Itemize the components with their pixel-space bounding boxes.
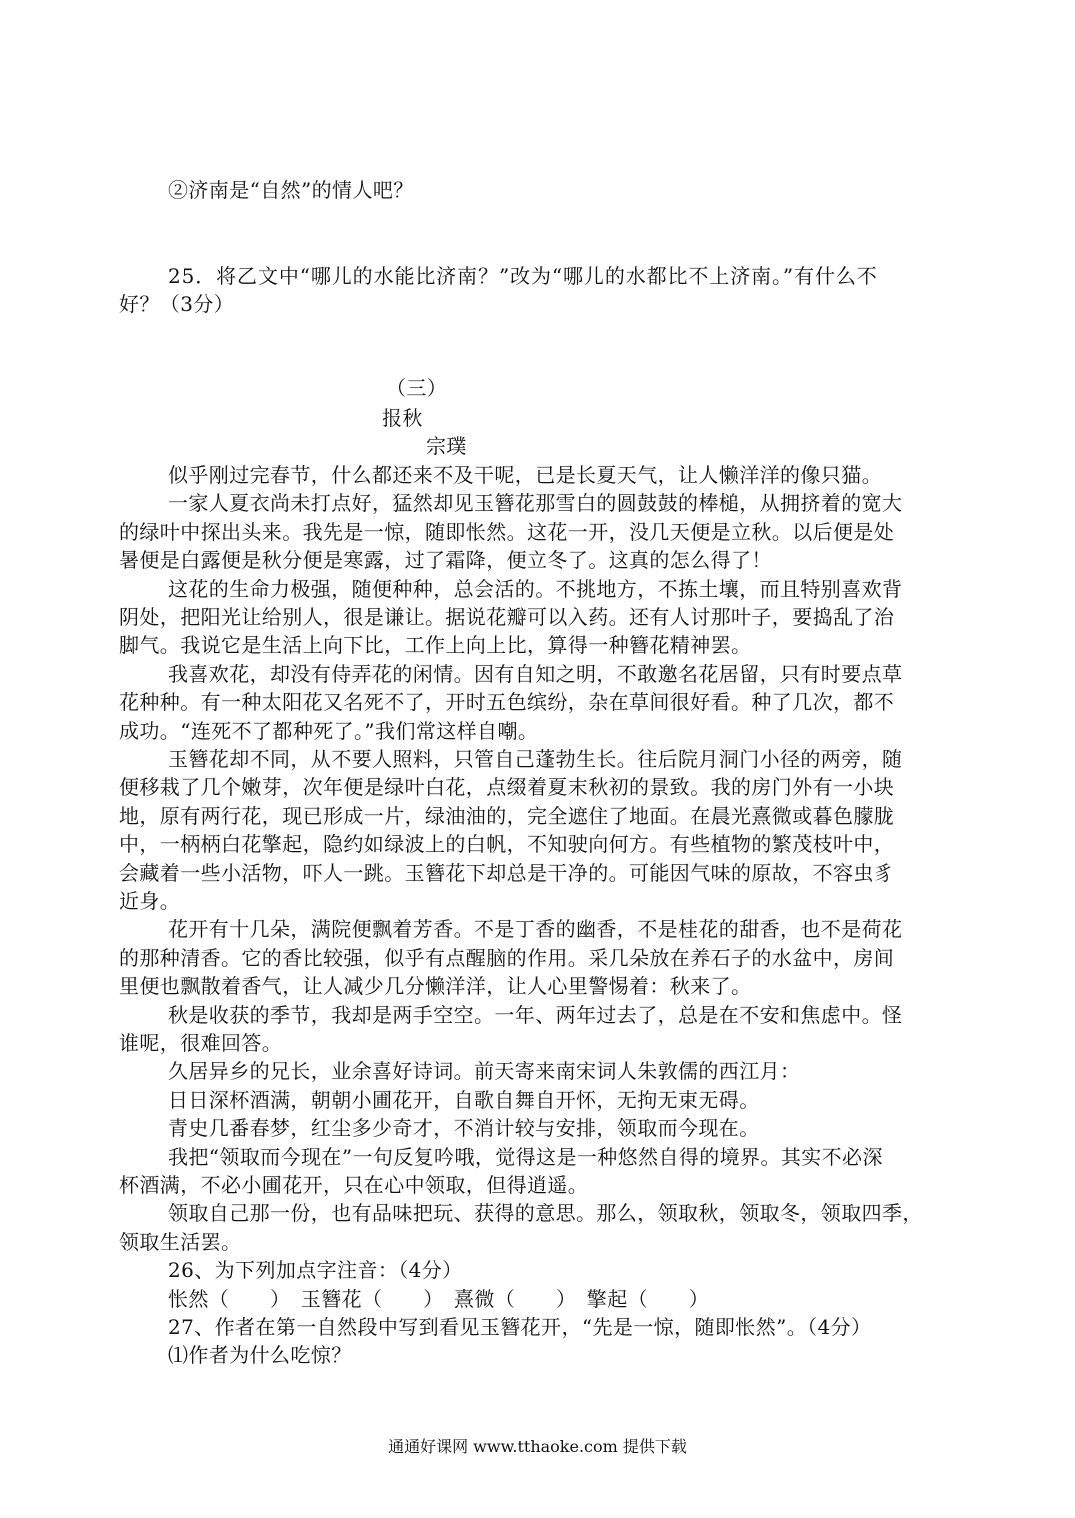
poem-line: 青史几番春梦，红尘多少奇才，不消计较与安排，领取而今现在。 <box>168 1116 760 1140</box>
question-27: 27、作者在第一自然段中写到看见玉簪花开，“先是一惊，随即怅然”。（4分） <box>168 1315 872 1339</box>
paragraph-line: 杯酒满，不必小圃花开，只在心中领取，但得逍遥。 <box>119 1173 589 1197</box>
paragraph-line: 便移栽了几个嫩芽，次年便是绿叶白花，点缀着夏末秋初的景致。我的房门外有一小块 <box>119 775 895 799</box>
page-footer: 通通好课网 www.tthaoke.com 提供下载 <box>388 1437 687 1456</box>
paragraph-line: 成功。“连死不了都种死了。”我们常这样自嘲。 <box>119 719 539 743</box>
paragraph-line: 我喜欢花，却没有侍弄花的闲情。因有自知之明，不敢邀名花居留，只有时要点草 <box>168 662 903 686</box>
question-25-cont: 好？（3分） <box>119 292 235 316</box>
paragraph-line: 谁呢，很难回答。 <box>119 1031 283 1055</box>
paragraph-line: 这花的生命力极强，随便种种，总会活的。不挑地方，不拣土壤，而且特别喜欢背 <box>168 577 903 601</box>
paragraph-line: 花种种。有一种太阳花又名死不了，开时五色缤纷，杂在草间很好看。种了几次，都不 <box>119 690 895 714</box>
paragraph-line: 领取生活罢。 <box>119 1230 242 1254</box>
poem-line: 日日深杯酒满，朝朝小圃花开，自歌自舞自开怀，无拘无束无碍。 <box>168 1088 760 1112</box>
paragraph-line: 的那种清香。它的香比较强，似乎有点醒脑的作用。采几朵放在养石子的水盆中，房间 <box>119 946 895 970</box>
paragraph-line: 玉簪花却不同，从不要人照料，只管自己蓬勃生长。往后院月洞门小径的两旁，随 <box>168 747 903 771</box>
question-26-items: 怅然（ ） 玉簪花（ ） 熹微（ ） 擎起（ ） <box>168 1287 710 1311</box>
paragraph-line: 一家人夏衣尚未打点好，猛然却见玉簪花那雪白的圆鼓鼓的棒槌，从拥挤着的宽大 <box>168 491 903 515</box>
paragraph-line: 似乎刚过完春节，什么都还来不及干呢，已是长夏天气，让人懒洋洋的像只猫。 <box>168 463 882 487</box>
article-title: 报秋 <box>382 406 423 430</box>
question-27-sub-1: ⑴作者为什么吃惊？ <box>168 1343 352 1367</box>
paragraph-line: 会藏着一些小活物，吓人一跳。玉簪花下却总是干净的。可能因气味的原故，不容虫豸 <box>119 861 895 885</box>
article-author: 宗璞 <box>426 434 467 458</box>
paragraph-line: 我把“领取而今现在”一句反复吟哦，觉得这是一种悠然自得的境界。其实不必深 <box>168 1145 883 1169</box>
section-number: （三） <box>386 376 448 400</box>
paragraph-line: 阴处，把阳光让给别人，很是谦让。据说花瓣可以入药。还有人讨那叶子，要捣乱了治 <box>119 605 895 629</box>
question-26: 26、为下列加点字注音：（4分） <box>168 1258 463 1282</box>
paragraph-line: 的绿叶中探出头来。我先是一惊，随即怅然。这花一开，没几天便是立秋。以后便是处 <box>119 520 895 544</box>
paragraph-line: 久居异乡的兄长，业余喜好诗词。前天寄来南宋词人朱敦儒的西江月： <box>168 1059 801 1083</box>
paragraph-line: 里便也飘散着香气，让人减少几分懒洋洋，让人心里警惕着：秋来了。 <box>119 974 752 998</box>
paragraph-line: 中，一柄柄白花擎起，隐约如绿波上的白帆，不知驶向何方。有些植物的繁茂枝叶中， <box>119 832 895 856</box>
paragraph-line: 暑便是白露便是秋分便是寒露，过了霜降，便立冬了。这真的怎么得了！ <box>119 548 772 572</box>
paragraph-line: 花开有十几朵，满院便飘着芳香。不是丁香的幽香，不是桂花的甜香，也不是荷花 <box>168 917 903 941</box>
paragraph-line: 领取自己那一份，也有品味把玩、获得的意思。那么，领取秋，领取冬，领取四季， <box>168 1201 923 1225</box>
paragraph-line: 地，原有两行花，现已形成一片，绿油油的，完全遮住了地面。在晨光熹微或暮色朦胧 <box>119 804 895 828</box>
question-sub-2: ②济南是“自然”的情人吧？ <box>168 178 414 202</box>
paragraph-line: 近身。 <box>119 889 181 913</box>
paragraph-line: 脚气。我说它是生活上向下比，工作上向上比，算得一种簪花精神罢。 <box>119 633 752 657</box>
paragraph-line: 秋是收获的季节，我却是两手空空。一年、两年过去了，总是在不安和焦虑中。怪 <box>168 1003 903 1027</box>
question-25: 25．将乙文中“哪儿的水能比济南？”改为“哪儿的水都比不上济南。”有什么不 <box>168 264 878 288</box>
